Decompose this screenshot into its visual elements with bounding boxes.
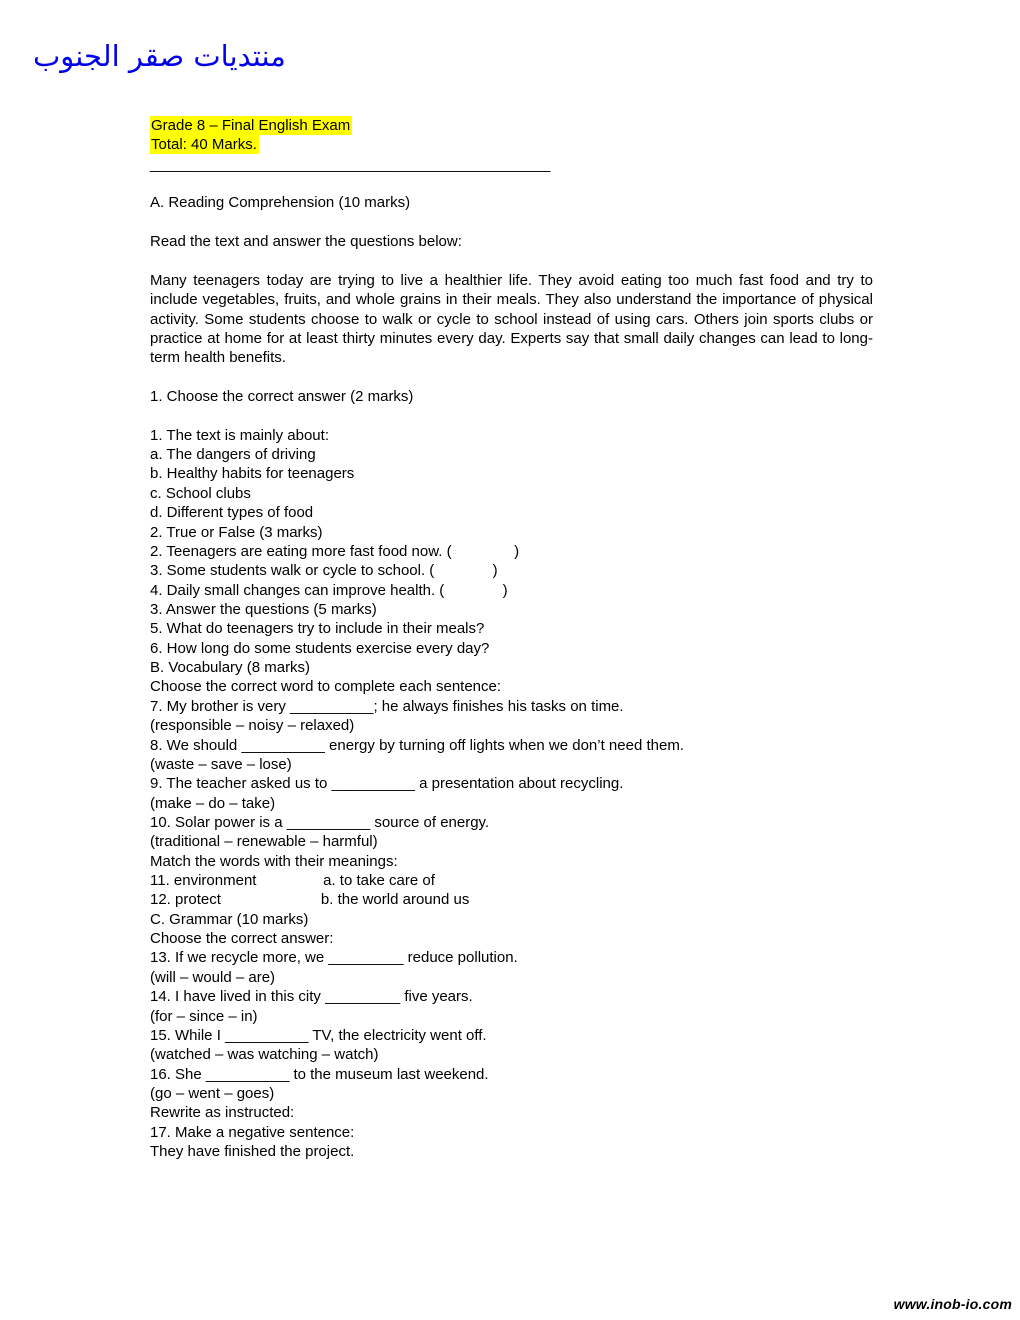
blank-line bbox=[150, 213, 873, 232]
highlighted-text: Total: 40 Marks. bbox=[151, 136, 257, 154]
blank-line bbox=[150, 174, 873, 193]
exam-text-line: 8. We should __________ energy by turning off lights when we don’t need them. bbox=[150, 736, 684, 754]
exam-text-line: 12. protect b. the world around us bbox=[150, 891, 470, 909]
exam-text-line: 5. What do teenagers try to include in their meals? bbox=[150, 620, 485, 638]
exam-highlight-line bbox=[150, 116, 873, 135]
exam-text-line: 13. If we recycle more, we _________ reduce pollution. bbox=[150, 949, 518, 967]
exam-text-line: ________________________________________________ bbox=[150, 155, 551, 173]
exam-text-line: A. Reading Comprehension (10 marks) bbox=[150, 194, 411, 212]
exam-highlight-line bbox=[150, 135, 873, 154]
blank-line bbox=[150, 406, 873, 425]
exam-text-line: 2. True or False (3 marks) bbox=[150, 523, 323, 541]
exam-text-line: Rewrite as instructed: bbox=[150, 1104, 295, 1122]
exam-text-line: b. Healthy habits for teenagers bbox=[150, 465, 355, 483]
watermark: www.inob-io.com bbox=[893, 1296, 1012, 1312]
exam-text-line: Choose the correct answer: bbox=[150, 930, 334, 948]
exam-text-line: 9. The teacher asked us to __________ a presentation about recycling. bbox=[150, 775, 624, 793]
exam-text-line: 14. I have lived in this city _________ five years. bbox=[150, 988, 473, 1006]
exam-text-line: (will – would – are) bbox=[150, 968, 276, 986]
exam-text-line: 10. Solar power is a __________ source of energy. bbox=[150, 813, 490, 831]
exam-text-line: 16. She __________ to the museum last weekend. bbox=[150, 1065, 489, 1083]
exam-text-line: 2. Teenagers are eating more fast food now. ( ) bbox=[150, 542, 520, 560]
exam-text-line: C. Grammar (10 marks) bbox=[150, 910, 309, 928]
exam-text-line: They have finished the project. bbox=[150, 1143, 355, 1161]
exam-text-line: 1. Choose the correct answer (2 marks) bbox=[150, 388, 414, 406]
reading-passage: Many teenagers today are trying to live a healthier life. They avoid eating too much fast food and try to include vegetables, fruits, and whole grains in their meals. They also understand the importance of physical activity. Some students choose to walk or cycle to school instead of using cars. Others join sports clubs or practice at home for at least thirty minutes every day. Experts say that small daily changes can lead to long-term health benefits. bbox=[150, 271, 873, 367]
exam-text-line: 15. While I __________ TV, the electricity went off. bbox=[150, 1026, 487, 1044]
exam-text-line: 3. Answer the questions (5 marks) bbox=[150, 600, 377, 618]
exam-text-line: a. The dangers of driving bbox=[150, 446, 316, 464]
exam-text-line: c. School clubs bbox=[150, 484, 251, 502]
exam-text-line: B. Vocabulary (8 marks) bbox=[150, 659, 311, 677]
exam-text-line: 17. Make a negative sentence: bbox=[150, 1123, 355, 1141]
blank-line bbox=[150, 368, 873, 387]
exam-text-line: 3. Some students walk or cycle to school. ( ) bbox=[150, 562, 498, 580]
exam-text-line: Match the words with their meanings: bbox=[150, 852, 398, 870]
exam-text-line: 7. My brother is very __________; he always finishes his tasks on time. bbox=[150, 697, 624, 715]
exam-text-line: (for – since – in) bbox=[150, 1007, 258, 1025]
exam-text-line: d. Different types of food bbox=[150, 504, 314, 522]
site-name-arabic: منتديات صقر الجنوب bbox=[33, 39, 286, 73]
exam-text-line: Choose the correct word to complete each sentence: bbox=[150, 678, 502, 696]
exam-text-line: 11. environment a. to take care of bbox=[150, 872, 435, 890]
highlighted-text: Grade 8 – Final English Exam bbox=[151, 117, 351, 134]
blank-line bbox=[150, 252, 873, 271]
exam-text-line: (traditional – renewable – harmful) bbox=[150, 833, 378, 851]
exam-text-line: 6. How long do some students exercise every day? bbox=[150, 639, 490, 657]
exam-text-line: 4. Daily small changes can improve health. ( ) bbox=[150, 581, 508, 599]
exam-text-line: (make – do – take) bbox=[150, 794, 276, 812]
exam-text-line: (responsible – noisy – relaxed) bbox=[150, 717, 355, 735]
exam-text-line: (go – went – goes) bbox=[150, 1084, 275, 1102]
exam-text-line: (waste – save – lose) bbox=[150, 755, 292, 773]
exam-body bbox=[150, 116, 873, 1161]
exam-text-line: 1. The text is mainly about: bbox=[150, 426, 329, 444]
exam-text-line: Read the text and answer the questions below: bbox=[150, 233, 462, 251]
exam-text-line: (watched – was watching – watch) bbox=[150, 1046, 379, 1064]
